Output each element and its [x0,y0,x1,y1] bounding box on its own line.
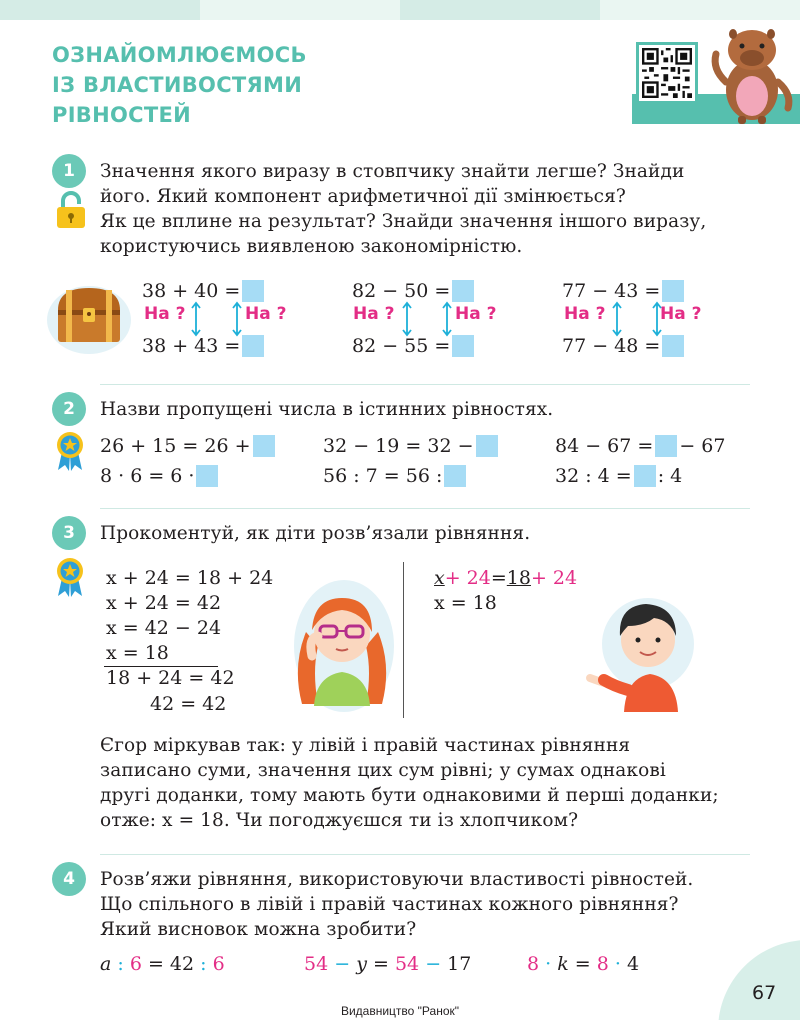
equation-term: : [117,953,124,975]
equation-term: 4 [627,953,640,975]
equation-term: = [490,567,507,589]
expression [352,334,474,358]
task3-comment [100,733,719,833]
section-title [52,40,307,130]
solution-line: x = 42 − 24 [106,617,222,639]
boy-illustration [584,580,694,712]
answer-box[interactable] [444,465,466,487]
hint-label: На ? [144,304,186,324]
equation [100,952,225,977]
title-line: ІЗ ВЛАСТИВОСТЯМИ [52,73,303,97]
text-line: Значення якого виразу в стовпчику знайти легше? Знайди [100,161,685,182]
medal-icon [52,556,88,598]
hint-label: На ? [245,304,287,324]
equation-term: 54 [394,953,420,975]
equality [555,434,725,458]
answer-box[interactable] [253,435,275,457]
expression [142,334,264,358]
answer-box[interactable] [655,435,677,457]
section-divider [100,384,750,385]
equation-term: 6 [212,953,225,975]
text-line: Що спільного в лівій і правій частинах кожного рівняння? [100,894,679,915]
expression [562,334,684,358]
equation-term: k [557,953,569,975]
equation-term: 8 [527,953,540,975]
answer-box[interactable] [476,435,498,457]
answer-box[interactable] [196,465,218,487]
solution-line: x + 24 = 42 [106,592,222,614]
equation-term: = [574,953,591,975]
solution-line: 18 + 24 = 42 [106,667,235,689]
text-line: користуючись виявленою закономірністю. [100,236,523,257]
expression-text: 82 − 50 = [352,280,451,302]
section-divider [100,508,750,509]
equality-text: 56 : 7 = 56 : [323,465,443,487]
title-line: ОЗНАЙОМЛЮЄМОСЬ [52,43,307,67]
double-arrow-icon [612,301,622,337]
equation-term: − [425,953,442,975]
solution-line: x + 24 = 18 + 24 [106,567,274,589]
answer-box[interactable] [662,280,684,302]
task-number-badge: 2 [52,392,86,426]
text-line: отже: x = 18. Чи погоджуєшся ти із хлопчиком? [100,810,579,831]
expression [562,279,684,303]
equality-text: 8 · 6 = 6 · [100,465,195,487]
section-divider [100,854,750,855]
text-line: другі доданки, тому мають бути однаковими й перші доданки; [100,785,719,806]
treasure-chest-icon [46,278,132,354]
solution-line: 42 = 42 [150,693,227,715]
page-number: 67 [752,982,777,1004]
publisher-footer: Видавництво "Ранок" [340,1004,460,1018]
equation-term: : [200,953,207,975]
qr-code[interactable] [636,42,698,104]
text-line: записано суми, значення цих сум рівні; у сумах однакові [100,760,666,781]
equality [323,434,498,458]
equality [323,464,466,488]
solution-line: x = 18 [434,592,497,614]
equality-tail: − 67 [679,435,726,457]
hint-label: На ? [455,304,497,324]
task-number-badge: 1 [52,154,86,188]
equation-term: · [545,953,552,975]
expression [142,279,264,303]
top-color-bar [0,0,800,20]
answer-box[interactable] [452,335,474,357]
text-line: Єгор міркував так: у лівій і правій частинах рівняння [100,735,631,756]
equation-term: y [356,953,367,975]
equality-text: 32 : 4 = [555,465,632,487]
answer-box[interactable] [242,335,264,357]
solution-line: x = 18 [106,642,169,664]
expression-text: 38 + 40 = [142,280,241,302]
text-line: його. Який компонент арифметичної дії змінюється? [100,186,626,207]
task3-text: Прокоментуй, як діти розв’язали рівняння. [100,523,531,544]
expression-text: 82 − 55 = [352,335,451,357]
answer-box[interactable] [662,335,684,357]
answer-box[interactable] [634,465,656,487]
hint-label: На ? [660,304,702,324]
capybara-mascot [702,24,800,124]
hint-label: На ? [353,304,395,324]
text-line: Як це вплине на результат? Знайди значення іншого виразу, [100,211,707,232]
double-arrow-icon [402,301,412,337]
equation-term: 18 [506,567,531,589]
expression-text: 38 + 43 = [142,335,241,357]
equality [100,464,218,488]
equation-term: 6 [129,953,142,975]
task-number-badge: 3 [52,516,86,550]
answer-box[interactable] [452,280,474,302]
task4-text [100,867,693,942]
task2-text: Назви пропущені числа в істинних рівностях. [100,399,554,420]
answer-box[interactable] [242,280,264,302]
text-line: Розв’яжи рівняння, використовуючи властивості рівностей. [100,869,694,890]
column-divider [403,562,404,718]
medal-icon [52,430,88,472]
equation-term: a [100,953,112,975]
equation [304,952,471,977]
equation-term: 54 [304,953,329,975]
equality [100,434,275,458]
lock-icon [54,190,88,230]
equation [527,952,639,977]
equation-term: = 42 [147,953,195,975]
double-arrow-icon [191,301,201,337]
expression [352,279,474,303]
equality-tail: : 4 [657,465,683,487]
equation-term: − [334,953,351,975]
equation-term: x [434,567,445,589]
equality-text: 84 − 67 = [555,435,654,457]
text-line: Який висновок можна зробити? [100,919,417,940]
girl-illustration [282,576,394,716]
task-number-badge: 4 [52,862,86,896]
equality-text: 26 + 15 = 26 + [100,435,251,457]
equality [555,464,682,488]
qr-code-image [642,48,692,98]
hint-label: На ? [564,304,606,324]
task1-text [100,159,706,259]
equation-term: = [372,953,389,975]
double-arrow-icon [232,301,242,337]
equation-term: 17 [447,953,472,975]
expression-text: 77 − 48 = [562,335,661,357]
equation-term: + 24 [530,567,578,589]
title-line: РІВНОСТЕЙ [52,103,191,127]
expression-text: 77 − 43 = [562,280,661,302]
solution-line [434,566,577,591]
equation-term: 8 [596,953,609,975]
equality-text: 32 − 19 = 32 − [323,435,474,457]
equation-term: + 24 [444,567,491,589]
equation-term: · [614,953,621,975]
double-arrow-icon [442,301,452,337]
